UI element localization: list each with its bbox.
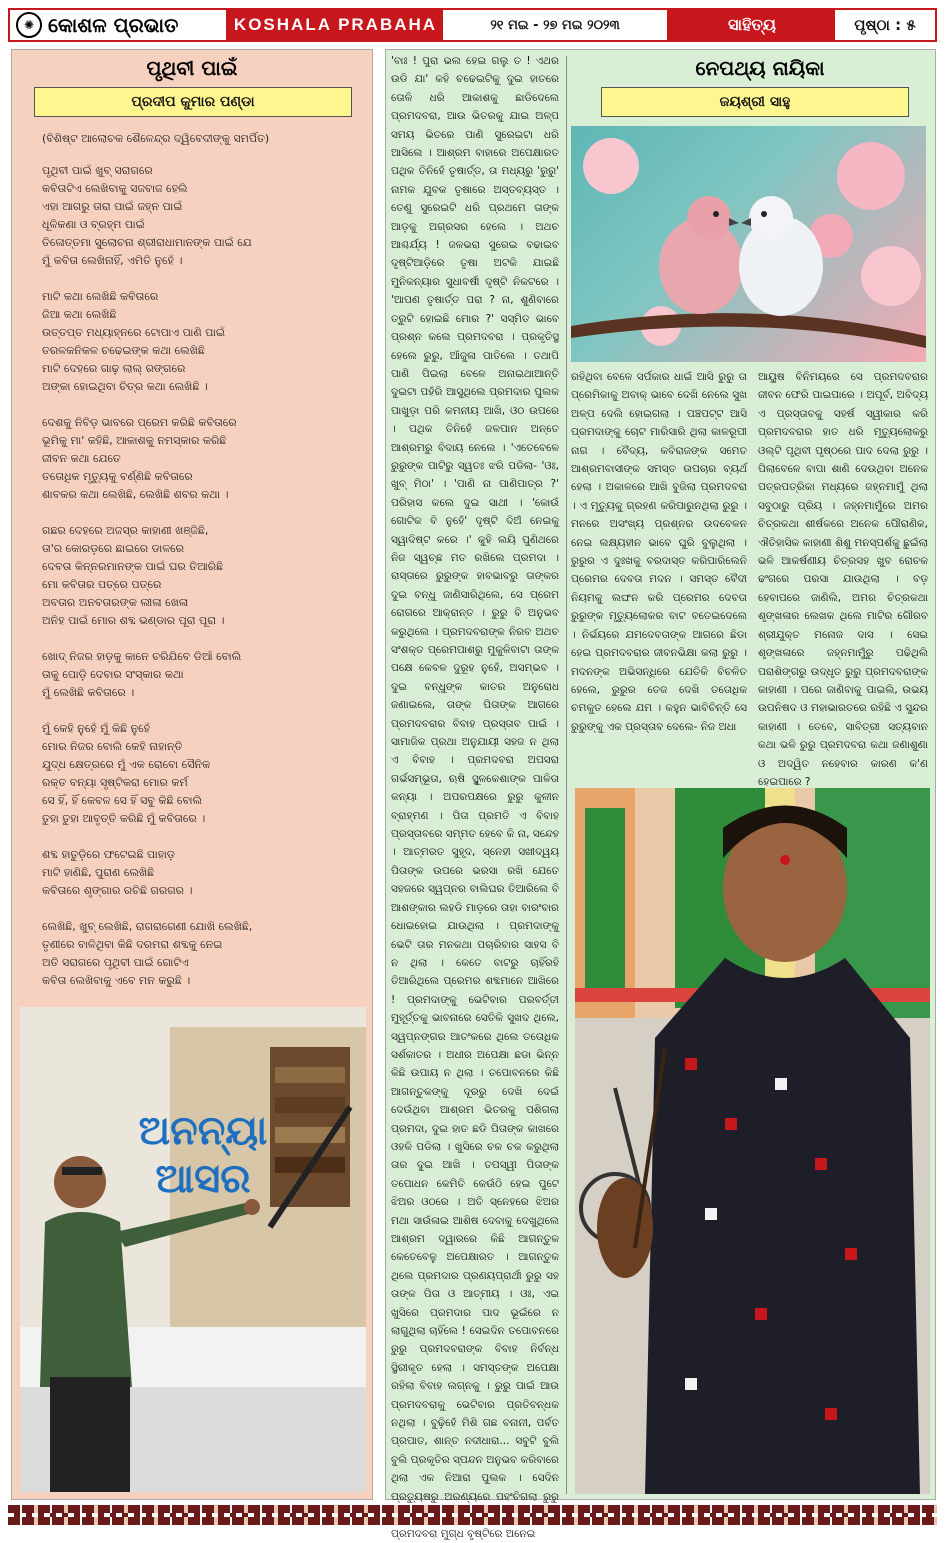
- author-photo: [575, 788, 930, 1494]
- section-label: ସାହିତ୍ୟ: [669, 10, 835, 40]
- masthead-title: କୋଶଳ ପ୍ରଭାତ: [48, 13, 179, 37]
- page-header: [8, 8, 937, 42]
- poem-body: [42, 130, 362, 1008]
- poem-stanza: ପୃଥିବୀ ପାଇଁ ଖୁବ୍ ସରାଗରେ କବିତାଟିଏ ଲେଖିବାକୁ ସଜବାଜ ହେଲି ଏହା ଆଗରୁ ତାରା ପାଇଁ ଜହ୍ନ ପାଇଁ ଧୂଳିକଣା ଓ ବ୍ରହ୍ମ ପାଇଁ ତିଳୋତ୍ତମା ସୁଲୋଚନା ଶ୍ରୀରାଧାମାନଙ୍କ ପାଇଁ ଯେ ମୁଁ କବିତା ଲେଖିନାହିଁ, ଏମିତି ନୁହେଁ ।: [42, 164, 252, 267]
- story-column-text-1: 'ବାଃ ! ପୁରା ଭଲ ହେଇ ଗଲୁ ତ ! ଏଥର ଉଡି ଯା' କହି ଚଢେଇଟିକୁ ଦୁଇ ହାତରେ ତୋଳି ଧରି ଆକାଶକୁ ଛାଡିଦେଲେ ପ୍ରମଦବରା, ଆଉ ଭିତରକୁ ଯାଇ ଅଳ୍ପ ସମୟ ଭିତରେ ପାଣି ସୁରେଇଟା ଧରି ଆସିଲେ । ଆଶ୍ରମ ବାହାରେ ଅପେକ୍ଷାରତ ପଥିକ ତିନିହେଁ ତୃଷାର୍ତ୍ତ, ତା ମଧ୍ୟରୁ 'ରୁରୁ' ନାମକ ଯୁବକ ତୃଷାରେ ଅସ୍ତବ୍ୟସ୍ତ । ତେଣୁ ସୁରେଇଟି ଧରି ପ୍ରଥମେ ତାଙ୍କ ଆଡ଼କୁ ଅଗ୍ରସର ହେଲେ । ଅଥଚ ଆଶ୍ଚର୍ଯ୍ୟ ! ଜଳଭରା ସୁରେଇ ବଢାଇବ ଦୃଷ୍ଟିଆଡ଼ିରେ ତୃଷା ଅଟକି ଯାଇଛି ମୁନିକନ୍ୟାର ସୁଧାବର୍ଷୀ ଦୃଷ୍ଟି ନିକଟରେ । 'ଆପଣ ତୃଷାର୍ତ୍ତ ପରା ? ନା, ଶୁଣିବାରେ ତ୍ରୁଟି ହୋଇଛି ମୋର ?' ସସ୍ମିତ ଭାବେ ପ୍ରଶ୍ନ କଲେ ପ୍ରମଦବରା । ପ୍ରକୃତିସ୍ଥ ହେଲେ ରୁରୁ, ଆଁଜୁଳା ପାତିଲେ । ତଥାପି ପାଣି ପିଇଲା ବେଳେ ଅନାଇଥାଆନ୍ତି ଦୁଇଟା ପହଁରି ଆସୁଥିଲେ ପ୍ରମଦାର ପୁଲକ ପାଖୁଡ଼ା ପରି କମନୀୟ ଆଖି, ଓଠ ଉପରେ । ପଥିକ ତିନିହେଁ ଜଳପାନ ଅନ୍ତେ ଆଶ୍ରମରୁ ବିଦାୟ ନେଲେ । 'ଏତେବେଳେ ରୁରୁଙ୍କ ପାଟିରୁ ସ୍ୱତଃ ଝରି ପଡିଲା- 'ଓଃ, ଖୁବ୍ ମିଠା' । 'ପାଣି ନା ପାଣିପାତ୍ର ?' ପରିହାସ କଲେ ଦୁଇ ସାଥୀ । 'କୋଉଁ ଗୋଟିକ ବି ନୁହେଁ' ଦୃଷ୍ଟି ଦିଅଁ ନେଇକୁ ସ୍ୱାଦିଷ୍ଟ କରେ ।' କୁହି ଲୟି ପୁଣିଥରେ ନିଜ ସ୍ୱଚ୍ଛ ମତ ରଖିଲେ ପ୍ରମଦା । ରାସ୍ତାରେ ରୁରୁଙ୍କ ହାବଭାବରୁ ତାଙ୍କର ଦୁଇ ବନ୍ଧୁ ଜାଣିସାରିଥିଲେ, ସେ ପ୍ରେମ ରୋଗରେ ଆକ୍ରାନ୍ତ । ରୁରୁ ବି ଅନୁଭବ କରୁଥିଲେ । ପ୍ରମଦବରାଙ୍କ ନିରବ ଅଥଚ ସଂଶକ୍ତ ପ୍ରେମପାଶରୁ ମୁକୁଳିବାଟା ତାଙ୍କ ପକ୍ଷେ କେବଳ ଦୁରୂହ ନୁହେଁ, ଅସମ୍ଭବ । ଦୁଇ ବନ୍ଧୁଙ୍କ କାତର ଅନୁରୋଧ ଜଣାଇଲେ, ତାଙ୍କ ପିତାଙ୍କ ଆଗରେ ପ୍ରମଦବରାର ବିବାହ ପ୍ରସ୍ତାବ ପାଇଁ । ସାମାଜିକ ପ୍ରଥା ଅନୁଯାୟୀ ସହଜ ନ ଥିଲା ଏ ବିବାହ । ପ୍ରମଦବରା ଅପସରା ଗର୍ଭସମ୍ଭୂତା, ଋଷି ସ୍ଥୂଳକେଶାଙ୍କ ପାଳିତା କନ୍ୟା । ଅପରପକ୍ଷରେ ରୁରୁ କୁଳୀନ ବ୍ରାହ୍ମଣ । ପିତା ପ୍ରମତି ଏ ବିବାହ ପ୍ରସ୍ତାବରେ ସମ୍ମତ ହେବେ କି ନା, ସନ୍ଦେହ । ଆତ୍ମରତ ସୁହୃଦ, ସ୍ନେହୀ ସଖୀଦ୍ୱୟ ପିତାଙ୍କ ଉପରେ ଭରସା ରଖି ଯେତେ ସହଜରେ ସ୍ୱପ୍ନର ବାଲିଘର ତିଆରିଲେ ବି ଆଶଙ୍କାର ଲହଡି ମାଡ଼ରେ ତାହା ବାରଂବାର ଧୋଇହୋଇ ଯାଉଥିଲା । ପ୍ରମଦାଙ୍କୁ ଭେଟି ତାର ମନକଥା ପଚାରିବାର ସାହସ ବି ନ ଥିଲା । କେତେ ବାଟରୁ ଚାହିଁରହି ତିଆରିଥିଲେ ପ୍ରେମର ଶବ୍ଦମାନେ ଆଖିରେ ! ପ୍ରମଦାଙ୍କୁ ଭେଟିବାର ପରବର୍ତ୍ତୀ ମୁହୂର୍ତ୍ତକୁ ଭାବନାରେ ସେତିକି ସୁଖଦ ଥିଲେ, ସ୍ୱପ୍ନଙ୍ଗର ଆତଂକରେ ଥିଲେ ତତୋଧିକ ସର୍ଶକାତର । ଅଧୀର ଅପେକ୍ଷା ଛଡା ଭିନ୍ନ କିଛି ଉପାୟ ନ ଥିଲା । ତପୋବନରେ କିଛି ଆଗନ୍ତୁକଙ୍କୁ ଦୂରରୁ ଦେଖି ଦେଇଁ ଦେଉଁଥିବା ଆଶ୍ରମ ଭିତରକୁ ପଶିଗଲା ପ୍ରମଦା, ଦୁଇ ହାତ ଛଡି ପିତାଙ୍କ କାଖରେ ଓହଳି ପଡିଲା । ଖୁସିରେ ଚକ ଚକ କରୁଥିଲା ତାର ଦୁଇ ଆଖି । ତପସ୍ୱୀ ପିତାଙ୍କ ତପୋଧନ କେମିତି କେଉଁଠି ହେଇ ପୁଟେ ଝିଅର ଓଠରେ । ଅତି ସ୍ନେହରେ ଝିଅର ମଥା ସାଉଁଳାଇ ଆଶିଷ ଦେବାକୁ ଦେଖୁଥିଲେ ଆଶ୍ରମ ଦ୍ୱାରରେ କିଛି ଆଗନ୍ତୁକ କେତେବେଳୁ ଅପେକ୍ଷାରତ । ଆଗନ୍ତୁକ ଥିଲେ ପ୍ରମଦାର ପ୍ରଣୟପ୍ରାର୍ଥୀ ରୁରୁ ସହ ତାଙ୍କ ପିତା ଓ ଆତ୍ମୀୟ । ଓଃ, ଏଇ ଖୁସିରେ ପ୍ରମଦାର ପାଦ ଭୂଇଁରେ ନ ଲାଗୁଥିଲା ଚାହିଁଲେ ! ସେଇଦିନ ତପୋବନରେ ରୁରୁ ପ୍ରମଦବରାଙ୍କ ବିବାହ ନିର୍ବନ୍ଧ ସ୍ଥିରୀକୃତ ହେଲା । ସମସ୍ତଙ୍କ ଅପେକ୍ଷା ରହିଲା ବିବାହ ଲଗ୍ନକୁ । ରୁରୁ ପାଇଁ ଆଉ ପ୍ରମଦବରାକୁ ଭେଟିବାର ପ୍ରତିବନ୍ଧକ ନଥିଲା । ବୁଢ଼ିହେଁ ମିଶି ଗଛ ବନାନୀ, ପର୍ବତ ପ୍ରପାତ, ଶାନ୍ତ ନଦୀଧାରା... ସବୁଟି ବୁଲି ବୁଲି ପ୍ରକୃତିର ସ୍ପନ୍ଦନ ଅନୁଭବ କରିବାରେ ଥିଲା ଏକ ନିଆରା ପୁଲକ । ସେଦିନ ପ୍ରତ୍ୟୁଷରୁ ଅରଣ୍ୟରେ ପହଂଚିଗଲା ରୁରୁ ପ୍ରମଦବରା ମୁଗ୍ଧ ବୃଷ୍ଟିରେ ଅନେଇ: [391, 55, 559, 1540]
- poem-stanza: ଗଛର ଦେହରେ ଅଜସ୍ର କାହାଣୀ ଖଞ୍ଜିଛି, ତା'ର କୋରଡ଼ରେ ଛାଇରେ ଡାଳରେ ଦେବତା କିନ୍ନରମାନଙ୍କ ପାଇଁ ଘର ତିଆରିଛି ମୋ କବିତାର ପତ୍ରେ ପତ୍ରେ ଅବତାର ଅନବତାରଙ୍କ ଲୀଳା ଖେଳା ଅନିହ ପାଇଁ ମୋର ଶବ୍ଦ ଭଣ୍ଡାର ପୂରା ପୂରା ।: [42, 524, 225, 627]
- poem-stanza: ଖୋଦ୍ ନିଜର ହାଡ଼କୁ କାନେ ଚରିଯିବେ ଡିଆଁ ବୋଲି ତାକୁ ପୋଡ଼ି ଦେବାର ସଂସ୍କାର କଥା ମୁଁ ଲେଖିଛି କବିତାରେ ।: [42, 650, 242, 699]
- story-title: ନେପଥ୍ୟ ନାୟିକା: [695, 56, 825, 80]
- story-column-text-3: ଆୟୁଷ ବିନିମୟରେ ସେ ପ୍ରମଦବରାର ଜୀବନ ଫେରି ପାଇପାରେ । ଅପୂର୍ବ, ଅବିଦ୍ୟ ଏ ପ୍ରସ୍ତାବକୁ ସହର୍ଷ ସ୍ୱୀକାର କରି ପ୍ରମଦବରାର ହାତ ଧରି ମୃତ୍ୟୁଲୋକରୁ ଓଲ୍ଟି ପୃଥିବୀ ପୃଷ୍ଠରେ ପାଦ ଦେଲା ରୁରୁ । ପିଲାବେଳେ ବାପା ଶାଣି ଦେଉଥିବା ଅନେକ ପତ୍ରପତ୍ରିକା ମଧ୍ୟରେ ଜହ୍ନମାମୁଁ ଥିଲା ସବୁଠାରୁ ପ୍ରିୟ । ଜହ୍ନମାମୁଁରେ ଅମର ଚିତ୍ରକଥା ଶୀର୍ଷକରେ ଅନେକ ପୌରାଣିକ, ଐତିହାସିକ କାହାଣୀ ଶିଶୁ ମନସ୍ପର୍ଶକୁ ଛୁଇଁଲା ଭଳି ଆକର୍ଷଣୀୟ ଚିତ୍ରସହ ଖୁବ ରୋଚକ ଢଂଗରେ ପରସା ଯାଉଥିଲା । ବଡ଼ ହେବାପରେ ଜାଣିଲି, ଅମର ଚିତ୍ରକଥା ଶୃଙ୍ଖଳାର ଲେଖକ ଥିଲେ ମାଟିର ଗୌରବ ଶ୍ରୀଯୁକ୍ତ ମନୋଜ ଦାସ । ସେଇ ଶୃଙ୍ଖଳାରେ ଜହ୍ନମାମୁଁରୁ ପଢିଥିଲି ପରାଶିଙ୍ଗରୁ ଉଦ୍ଧୃତ ରୁରୁ ପ୍ରମଦବରାଙ୍କ କାହାଣୀ । ପରେ ଜାଣିବାକୁ ପାଇଲି, ଉଭୟ ଉପନିଷଦ ଓ ମହାଭାରତରେ ରହିଛି ଏ ସୁନ୍ଦର କାହାଣୀ । ତେବେ, ସାବିତ୍ରୀ ସତ୍ୟବାନ କଥା ଭଳି ରୁରୁ ପ୍ରମଦବରା କଥା ଜଣାଶୁଣା ଓ ଅଦ୍ୱିତ ନହେବାର କାରଣ କ'ଣ ହେଇପାରେ ?: [758, 371, 928, 788]
- photo-banner-text: ଅନନ୍ୟା ଆସର: [138, 1108, 268, 1202]
- issue-date: ୨୧ ମଇ - ୨୭ ମଇ ୨୦୨୩: [443, 10, 669, 40]
- poem-stanza: ମାଟି କଥା ଲେଖିଛି କବିତାରେ ଜିଆ କଥା ଲେଖିଛି ଉତ୍ତପ୍ତ ମଧ୍ୟାହ୍ନରେ ଟୋପାଏ ପାଣି ପାଇଁ ତରଳକନିକଳ ଚଢେଇଙ୍କ କଥା ଲେଖିଛି ମାଟି ଦେହରେ ଗାଢ଼ ଲାଲ୍ ରଙ୍ଗରେ ଅଙ୍କା ହୋଇଥିବା ଚିତ୍ର କଥା ଲେଖିଛି ।: [42, 290, 226, 393]
- poem-column: [11, 49, 373, 1500]
- poem-author: ପ୍ରଦୀପ କୁମାର ପଣ୍ଡା: [34, 87, 352, 117]
- poem-stanza: ଶବ୍ଦ ହାତୁଡ଼ିରେ ଫଟେଇଛି ପାହାଡ଼ ମାଟି ହାଣିଛି, ପୁରାଣ ଲେଖିଛି କବିତାରେ ଶୃଙ୍ଗାର ରଚିଛି ଗରଗର ।: [42, 848, 193, 897]
- poem-stanza: ଲେଖିଛି, ଖୁବ୍ ଲେଖିଛି, ରାଗରାଗେଣୀ ଯୋଖି ଲେଖିଛି, ତୃଣୀରେ ବାଳିଥିବା କିଛି ଦରମରା ଶବ୍ଦକୁ ନେଇ ଅତି ସରାଗରେ ପୃଥିବୀ ପାଇଁ ଗୋଟିଏ କବିତା ଲେଖିବାକୁ ଏବେ ମନ କରୁଛି ।: [42, 920, 253, 987]
- story-column-text-2: ରହିଥିବା ବେଳେ ସର୍ପକାର ଧାଇଁ ଆସି ରୁରୁ ତା ପ୍ରେମିକାକୁ ଅବାକ୍ ଭାବେ ଦେଖି ନେଲେ ସୁଖ ଅଳ୍ପ ଦେଲି ହୋଇଗଲା । ପଞ୍ଚପଟ୍ଟ ଆସି ପ୍ରମଦାଙ୍କୁ ଚୋଟ ମାରିସାରି ଥିଲା କାଳରୂପୀ ନାଗ । ବୈଦ୍ୟ, କବିରାଜଙ୍କ ସମେତ ଆଶ୍ରମବାସୀଙ୍କ ସମସ୍ତ ଉପଚାର ବ୍ୟର୍ଥ ହେଲା । ଅକାଳରେ ଆଖି ବୁଜିଲା ପ୍ରମଦବରା । ଏ ମୃତ୍ୟୁକୁ ଗ୍ରହଣ କରିପାରୁନଥିଲା ରୁରୁ । ମନରେ ଅସଂଖ୍ୟ ପ୍ରଶ୍ନର ଉଦବେଳନ ନେଇ ଲକ୍ଷ୍ୟହୀନ ଭାବେ ଘୁରି ବୁଲୁଥିଲା । ରୁରୁର ଏ ଦୁଃଖକୁ ବରଦାସ୍ତ କରିପାରିଲେନି ପ୍ରେମର ଦେବତା ମଦନ । ସମସ୍ତ ବୈଦୀ ନିୟମକୁ ଲଙ୍ଘନ କରି ପ୍ରେମର ଦେବତା ରୁରୁଙ୍କ ମୃତ୍ୟୁଲୋକର ବାଟ ବତେଇଦେଲେ । ନିର୍ଭୟରେ ଯମଦେବତାଙ୍କ ଆଗରେ ଛିଡା ହେଇ ପ୍ରମଦବରାର ଜୀବନଭିକ୍ଷା କଲା ରୁରୁ । ମଦନଙ୍କ ଅଭିସନ୍ଧିରେ ଯେତିକି ବିଚଳିତ ହେଲେ, ରୁରୁର ତେଜ ଦେଖି ତତୋଧିକ ଚମକୁତ ହେଲେ ଯମ । କହୁନ ଭାବିଚିନ୍ତି ସେ ରୁରୁଙ୍କୁ ଏକ ପ୍ରସ୍ତାବ ଦେଲେ- ନିଜ ଅଧା: [571, 371, 747, 733]
- poet-photo: [20, 1007, 366, 1492]
- masthead: [10, 10, 228, 40]
- story-author: ଜୟଶ୍ରୀ ସାହୁ: [601, 87, 909, 117]
- birds-illustration: [571, 126, 926, 362]
- poem-title: ପୃଥିବୀ ପାଇଁ: [146, 56, 238, 80]
- story-column: [385, 49, 936, 1540]
- poem-stanza: ମୁଁ କେହି ନୁହେଁ ମୁଁ କିଛି ନୁହେଁ ମୋର ନିଜର ବୋଲି କେହି ନାହାନ୍ତି ଯୁଦ୍ଧ କ୍ଷେତ୍ରରେ ମୁଁ ଏକ ରୋବୋ ସୈନିକ ରକ୍ତ ବନ୍ୟା ସୃଷ୍ଟିକରା ମୋର କର୍ମ ସେ ହିଁ, ହିଁ କେବଳ ସେ ହିଁ ସବୁ କିଛି ବୋଲି ତୁହା ତୁହା ଆବୃତ୍ତି କରିଛି ମୁଁ କବିତାରେ ।: [42, 722, 211, 825]
- newspaper-logo-icon: ✺: [16, 12, 42, 38]
- poem-dedication: (ବିଶିଷ୍ଟ ଆଲୋଚକ ଶୈଳେନ୍ଦ୍ର ଦ୍ୱିବେଦୀଙ୍କୁ ସମର୍ପିତ): [42, 132, 270, 145]
- english-title: KOSHALA PRABAHA: [228, 10, 443, 40]
- column-divider: [566, 56, 567, 1494]
- decorative-border: [8, 1505, 937, 1525]
- page-number: ପୃଷ୍ଠା : ୫: [854, 16, 916, 34]
- poem-stanza: ଦେଶକୁ ନିବିଡ଼ ଭାବରେ ପ୍ରେମ କରିଛି କବିତାରେ ଭୂମିକୁ ମା' କହିଛି, ଆକାଶକୁ ନମସ୍କାର କରିଛି ଜୀବନ କଥା ଯେତେ ତତୋଧିକ ମୃତ୍ୟୁକୁ ବର୍ଣ୍ଣିଛି କବିତାରେ ଶାବକର କଥା ଲେଖିଛି, ଲେଖିଛି ଶବର କଥା ।: [42, 416, 237, 501]
